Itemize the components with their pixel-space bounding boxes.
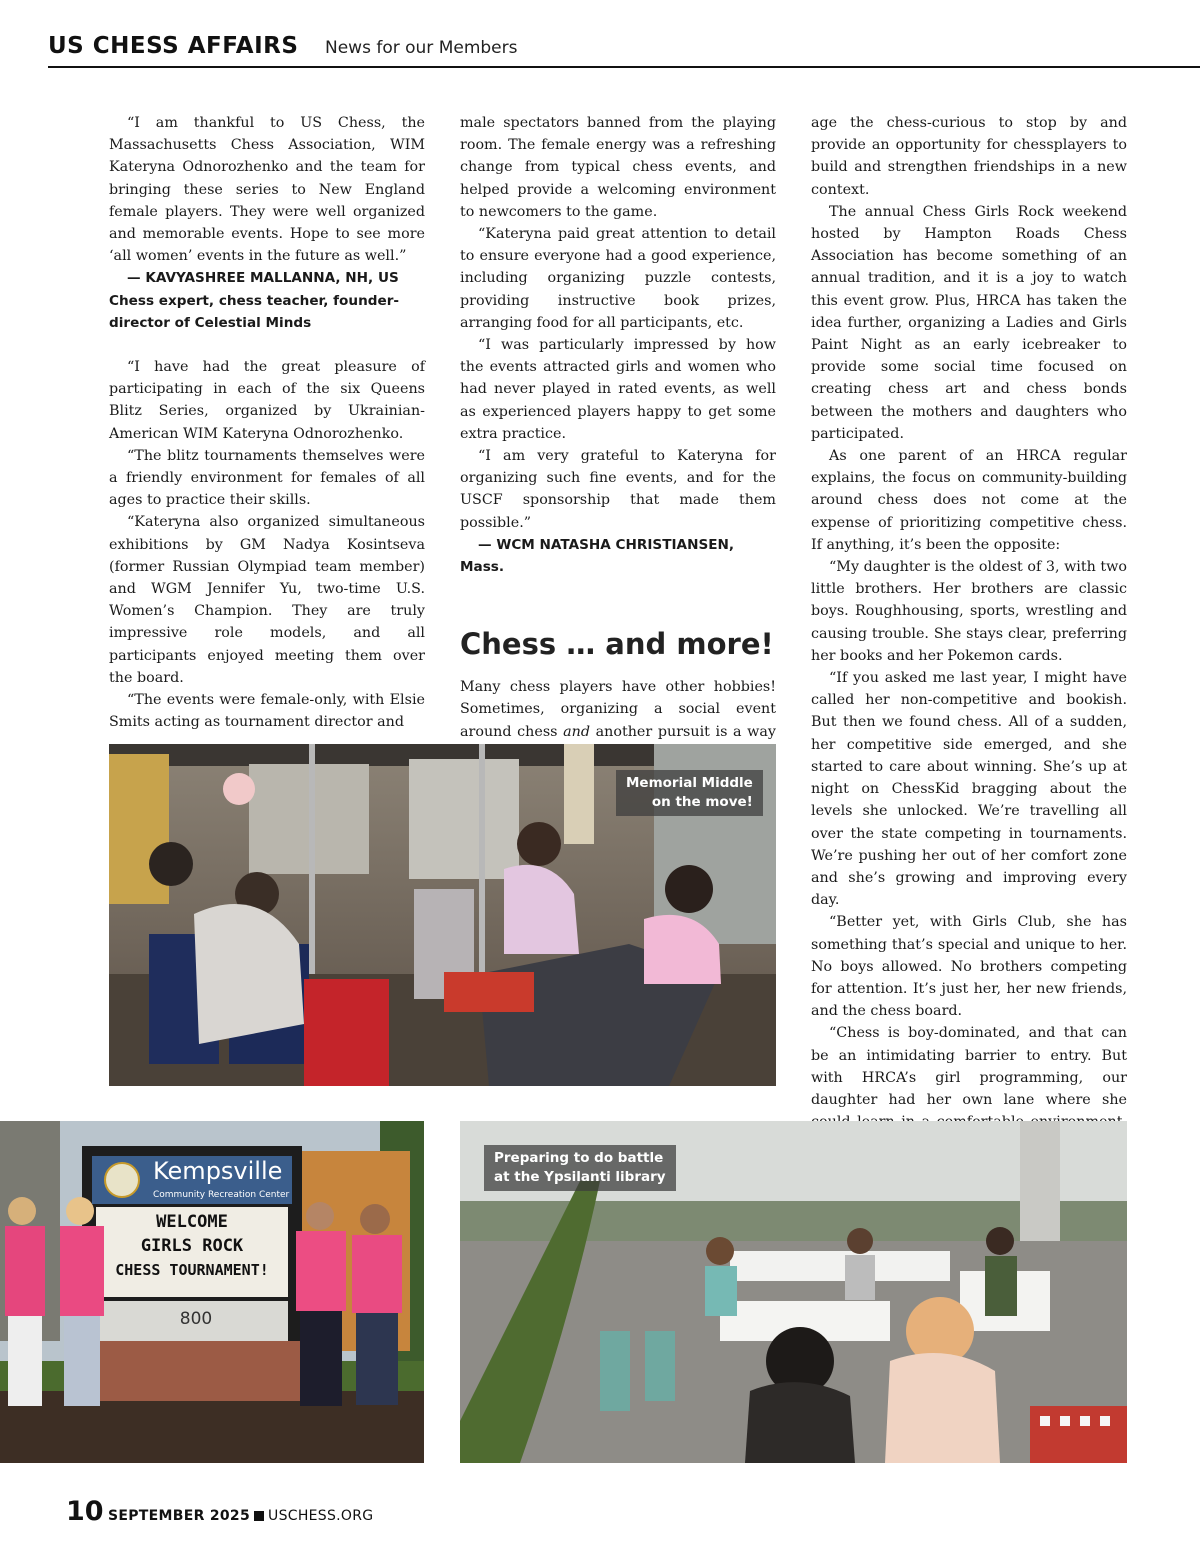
- sign-text-line-2: GIRLS ROCK: [140, 1236, 244, 1256]
- section-brand: US CHESS AFFAIRS: [48, 33, 299, 59]
- paragraph: “Kateryna paid great attention to detail to ensure everyone had a good experience, including organizing puzzle contests, providing instructive book prizes, arranging food for all participants, etc.: [460, 226, 776, 331]
- sign-number: 800: [179, 1309, 213, 1329]
- paragraph: “The events were female-only, with Elsie Smits acting as tournament director and: [109, 692, 425, 731]
- column-2: [460, 112, 776, 765]
- paragraph: “Kateryna also organized simultaneous exhibitions by GM Nadya Kosintseva (former Russian Olympiad team member) and WGM Jennifer Yu, two-time U.S. Women’s Champion. They are truly impressive role models, and all participants enjoyed meeting them over the board.: [109, 514, 425, 686]
- library-photo: [460, 1121, 1127, 1463]
- separator-square-icon: [254, 1511, 264, 1521]
- article-headline: Chess … and more!: [460, 627, 774, 662]
- section-tagline: News for our Members: [325, 38, 518, 58]
- column-3: [811, 112, 1127, 1178]
- sign-text-line-1: WELCOME: [156, 1212, 228, 1232]
- paragraph: “I have had the great pleasure of participating in each of the six Queens Blitz Series, organized by Ukrainian-American WIM Kateryna Odnorozhenko.: [109, 359, 425, 442]
- page-number: 10: [66, 1496, 104, 1527]
- paragraph: “My daughter is the oldest of 3, with two little brothers. Her brothers are classic boys. Roughhousing, sports, wrestling and causing trouble. She stays clear, preferring her books and her Pokemon cards.: [811, 559, 1127, 664]
- page-footer: [108, 1508, 373, 1524]
- photo-caption: Preparing to do battle at the Ypsilanti library: [484, 1145, 676, 1191]
- sign-name: Kempsville: [153, 1157, 283, 1185]
- site-link[interactable]: USCHESS.ORG: [268, 1508, 374, 1524]
- paragraph: The annual Chess Girls Rock weekend hosted by Hampton Roads Chess Association has become something of an annual tradition, and it is a joy to watch this event grow. Plus, HRCA has taken the idea further, organizing a Ladies and Girls Paint Night as an early icebreaker to provide some social time focused on creating chess art and chess bonds between the mothers and daughters who participated.: [811, 203, 1127, 442]
- page-header: [48, 30, 1200, 68]
- issue-date: SEPTEMBER 2025: [108, 1508, 251, 1524]
- paragraph: age the chess-curious to stop by and provide an opportunity for chessplayers to build and strengthen friendships in a new context.: [811, 115, 1127, 198]
- sign-text-line-3: CHESS TOURNAMENT!: [115, 1261, 269, 1279]
- paragraph: “Chess is boy-dominated, and that can be an intimidating barrier to entry. But with HRCA’s girl programming, our daughter had her own lane where she: [811, 1025, 1127, 1108]
- sign-subtitle: Community Recreation Center: [153, 1190, 290, 1200]
- quote-mallanna: “I am thankful to US Chess, the Massachusetts Chess Association, WIM Kateryna Odnorozhenko and the team for bringing these series to New England female players. They were well organized and memorable events. Hope to see more ‘all women’ events in the future as well.”: [109, 115, 425, 265]
- paragraph: “I was particularly impressed by how the events attracted girls and women who had never played in rated events, as well as experienced players happy to get some extra practice.: [460, 337, 776, 442]
- kempsville-photo: [0, 1121, 424, 1463]
- paragraph: “The blitz tournaments themselves were a friendly environment for females of all ages to practice their skills.: [109, 447, 425, 509]
- column-1: [109, 112, 425, 733]
- attribution-christiansen: — WCM NATASHA CHRISTIANSEN, Mass.: [460, 536, 735, 576]
- train-photo: [109, 744, 776, 1086]
- paragraph: “If you asked me last year, I might have called her non-competitive and bookish. But then we found chess. All of a sudden, her competitive side emerged, and she started to care about winning. She’s up at night on ChessKid bragging about the levels she unlocked. We’re travelling all over the state competing in tournaments. We’re pushing her out of her comfort zone and she’s growing and improving every day.: [811, 670, 1127, 909]
- photo-caption: Memorial Middle on the move!: [616, 770, 763, 816]
- paragraph: As one parent of an HRCA regular explains, the focus on community-building around chess does not come at the expense of prioritizing competitive chess. If anything, it’s been the opposite:: [811, 448, 1127, 553]
- intro-paragraph: Many chess players have other hobbies! Sometimes, organizing a social event around chess and another pursuit is a way: [460, 679, 776, 740]
- attribution-mallanna: — KAVYASHREE MALLANNA, NH, US Chess expert, chess teacher, founder-director of Celestial Minds: [109, 270, 400, 331]
- paragraph: male spectators banned from the playing room. The female energy was a refreshing change from typical chess events, and helped provide a welcoming environment to newcomers to the game.: [460, 115, 776, 220]
- paragraph: “I am very grateful to Kateryna for organizing such fine events, and for the USCF sponsorship that made them possible.”: [460, 448, 776, 531]
- paragraph: “Better yet, with Girls Club, she has something that’s special and unique to her. No boys allowed. No brothers competing for attention. It’s just her, her new friends, and the chess board.: [811, 914, 1127, 1020]
- kempsville-photo-illustration: [0, 1121, 424, 1463]
